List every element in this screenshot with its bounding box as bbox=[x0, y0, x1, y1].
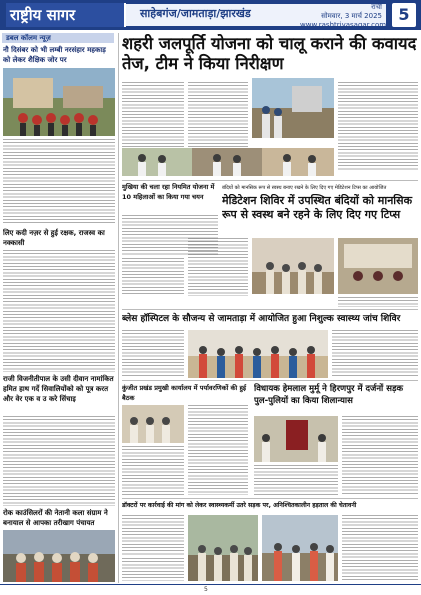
story-divider-4 bbox=[122, 498, 418, 499]
footer-page-marker: 5 bbox=[204, 586, 208, 593]
medical-side-headline: मुखिया की चला रहा नियमित योजना में 10 महिलाओं का किया गया चयन bbox=[122, 183, 215, 201]
dateline-date: सोमवार, 3 मार्च 2025 bbox=[321, 12, 382, 20]
section-label: डबल कॉलम न्यूज़ bbox=[2, 33, 114, 43]
camp-body-col2 bbox=[332, 330, 418, 378]
masthead bbox=[0, 0, 421, 30]
left-low-headline: राजी विजनीतीपाल के उसी दीवान नामांकित हमित हाथ गर्दे सिवालियोंको को पूत्र करत और वेर एक व उ करे सिंचाइ bbox=[3, 375, 114, 403]
mla-headline: विधायक हेमलाल मुर्मू ने हिरणपुर में दर्जनों सड़क पुल-पुलियों का किया शिलान्यास bbox=[254, 384, 404, 406]
mla-body-col2 bbox=[342, 416, 418, 496]
brand-logo bbox=[6, 3, 126, 27]
medical-subheadline: बंदियों को मानसिक रूप से स्वस्थ बनाए रखने के लिए दिए गए मेडिटेशन टिप्स का आयोजित bbox=[222, 185, 387, 191]
region-title: साहेबगंज/जामताड़ा/झारखंड bbox=[140, 7, 251, 20]
left-bottom-headline: रोक काउंसिलरों की नेतानी कला संग्राम ने बनायाल से आपका तरीखाग पंचायत bbox=[3, 509, 108, 527]
left-top-headline: नौ दिसंबर को भी लम्बी नरसंहार महकाड़ को लेकर शैक्षिक जोर पर bbox=[3, 46, 106, 64]
strike-body-col1-lower bbox=[122, 558, 184, 581]
block-meeting-photo bbox=[122, 405, 184, 443]
story-divider-3 bbox=[122, 380, 418, 381]
strike-body-col2 bbox=[342, 515, 418, 581]
dateline bbox=[300, 3, 387, 30]
strike-photo-1 bbox=[188, 515, 258, 581]
water-inspection-photo bbox=[252, 78, 334, 138]
block-meeting-body-2 bbox=[188, 405, 248, 495]
page-number: 5 bbox=[392, 3, 416, 27]
story-divider-1 bbox=[122, 180, 418, 181]
medical-body-col2 bbox=[188, 238, 248, 296]
meditation-photo-1 bbox=[252, 238, 334, 294]
rally-photo bbox=[3, 68, 115, 136]
medical-body-col1 bbox=[122, 258, 184, 296]
camp-body-col1 bbox=[122, 330, 184, 378]
left-bottom-photo bbox=[3, 530, 115, 582]
main-headline: शहरी जलपूर्ति योजना को चालू कराने की कवायद तेज, टीम ने किया निरीक्षण bbox=[122, 34, 417, 73]
dateline-website: www.rashtriyasagar.com bbox=[300, 21, 387, 29]
strike-body-col1 bbox=[122, 515, 184, 555]
strike-headline: डॉक्टरों पर कार्रवाई की मांग को लेकर स्वास्थ्यकर्मी उतरे सड़क पर, अनिश्चितकालीन हड़ताल की चेतावनी bbox=[122, 502, 357, 509]
left-low-body bbox=[3, 416, 115, 506]
water-body-col2 bbox=[188, 82, 248, 148]
meditation-photo-2 bbox=[338, 238, 418, 294]
mla-photo bbox=[254, 416, 338, 462]
left-top-body bbox=[3, 139, 115, 225]
medical-headline: मेडिटेशन शिविर में उपस्थित बंदियों को मानसिक रूप से स्वस्थ बने रहने के लिए दिए गए टिप्स bbox=[222, 194, 413, 221]
story-divider-2 bbox=[122, 309, 418, 310]
left-mid-body bbox=[3, 250, 115, 372]
block-meeting-headline: कुंजीत प्रखंड प्रमुखी कार्यालय में पर्यावरणिकों की हुई बैठक bbox=[122, 384, 247, 402]
left-mid-headline: लिए कदी नज़र से हुई रक्षक, राजस्व का नक्कासी bbox=[3, 229, 105, 247]
column-divider-left bbox=[118, 33, 119, 583]
block-meeting-body-1 bbox=[122, 446, 184, 496]
mla-body-col1 bbox=[254, 465, 338, 495]
strike-photo-2 bbox=[262, 515, 338, 581]
medical-body-col3 bbox=[338, 297, 418, 307]
footer bbox=[0, 584, 421, 595]
brand-name: राष्ट्रीय सागर bbox=[10, 6, 76, 24]
water-team-photo bbox=[122, 148, 334, 176]
health-camp-photo bbox=[188, 330, 328, 378]
health-camp-headline: ब्लेस हॉस्पिटल के सौजन्य से जामताड़ा में आयोजित हुआ निशुल्क स्वास्थ्य जांच शिविर bbox=[122, 314, 401, 324]
water-body-col3 bbox=[338, 82, 418, 170]
dateline-city: रांची bbox=[371, 3, 382, 11]
